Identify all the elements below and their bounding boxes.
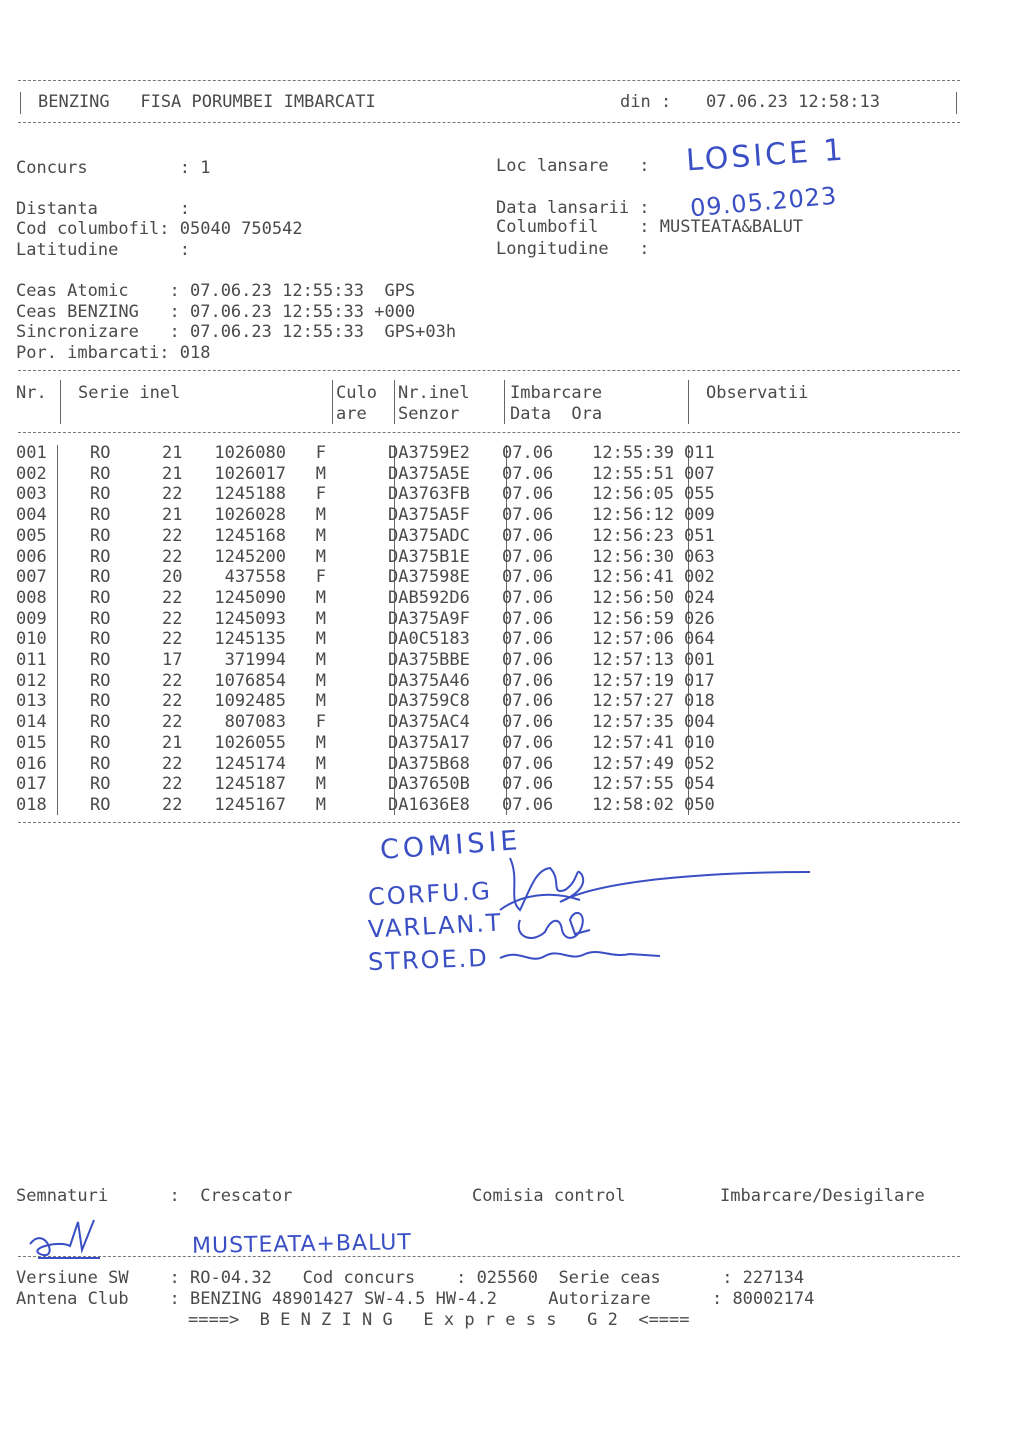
- row-country: RO: [90, 732, 111, 753]
- commission-signatures: [490, 850, 820, 980]
- row-date: 07.06: [502, 691, 554, 712]
- row-observatii: 051: [684, 525, 715, 546]
- row-observatii: 010: [684, 732, 715, 753]
- row-observatii: 009: [684, 505, 715, 526]
- col-header-culoare-2: are: [336, 404, 367, 424]
- row-senzor: DA375ADC: [388, 525, 470, 546]
- row-time: 12:56:41: [592, 567, 674, 588]
- row-senzor: DA375A46: [388, 670, 470, 691]
- comisie-handwritten: COMISIE: [379, 825, 523, 866]
- col-header-nr: Nr.: [16, 383, 47, 403]
- row-sex: M: [315, 753, 326, 774]
- row-year: 22: [162, 753, 183, 774]
- col-header-nrinel-2: Senzor: [398, 404, 460, 424]
- cod-columbofil-field: Cod columbofil: 05040 750542: [16, 219, 303, 239]
- col-sep-1: [60, 380, 61, 424]
- row-observatii: 007: [684, 463, 715, 484]
- row-culoare: [332, 567, 388, 588]
- row-senzor: DA37598E: [388, 567, 470, 588]
- pigeon-table-body: [16, 443, 744, 816]
- row-nr: 016: [16, 753, 47, 774]
- row-date: 07.06: [502, 525, 554, 546]
- row-nr: 014: [16, 712, 47, 733]
- row-culoare: [332, 691, 388, 712]
- row-sex: M: [315, 774, 326, 795]
- row-nr: 004: [16, 505, 47, 526]
- row-year: 22: [162, 587, 183, 608]
- row-year: 21: [162, 463, 183, 484]
- row-culoare: [332, 774, 388, 795]
- row-date: 07.06: [502, 732, 554, 753]
- row-sex: M: [315, 587, 326, 608]
- header-title: BENZING FISA PORUMBEI IMBARCATI: [38, 92, 376, 112]
- commission-member-2: VARLAN.T: [367, 908, 504, 944]
- row-sex: M: [315, 463, 326, 484]
- row-senzor: DA375A5E: [388, 463, 470, 484]
- row-ring-number: 1245168: [214, 525, 286, 546]
- row-date: 07.06: [502, 753, 554, 774]
- row-sex: M: [315, 546, 326, 567]
- row-ring-number: 1026055: [214, 732, 286, 753]
- table-row: [16, 671, 744, 692]
- imbarcare-desigilare-label: Imbarcare/Desigilare: [720, 1186, 925, 1206]
- header-left-bar: [20, 92, 21, 114]
- row-time: 12:56:05: [592, 484, 674, 505]
- data-lansarii-handwritten: 09.05.2023: [689, 181, 839, 223]
- row-observatii: 055: [684, 484, 715, 505]
- row-nr: 001: [16, 443, 47, 463]
- row-sex: M: [315, 629, 326, 650]
- row-date: 07.06: [502, 774, 554, 795]
- col-header-observatii: Observatii: [706, 383, 809, 403]
- row-ring-number: 1076854: [214, 670, 286, 691]
- latitudine-field: Latitudine :: [16, 240, 190, 260]
- row-time: 12:56:23: [592, 525, 674, 546]
- table-row: [16, 712, 744, 733]
- row-ring-number: 371994: [224, 650, 286, 671]
- row-senzor: DA37650B: [388, 774, 470, 795]
- row-country: RO: [90, 443, 111, 463]
- row-year: 22: [162, 691, 183, 712]
- row-sex: M: [315, 670, 326, 691]
- row-sex: F: [315, 443, 326, 463]
- row-year: 21: [162, 732, 183, 753]
- row-time: 12:55:39: [592, 443, 674, 463]
- row-senzor: DAB592D6: [388, 587, 470, 608]
- row-year: 22: [162, 774, 183, 795]
- row-nr: 010: [16, 629, 47, 650]
- row-time: 12:56:30: [592, 546, 674, 567]
- table-row: [16, 588, 744, 609]
- row-date: 07.06: [502, 587, 554, 608]
- row-culoare: [332, 712, 388, 733]
- row-ring-number: 1245093: [214, 608, 286, 629]
- crescator-handwritten: MUSTEATA+BALUT: [191, 1230, 412, 1259]
- row-culoare: [332, 795, 388, 816]
- row-senzor: DA3759C8: [388, 691, 470, 712]
- row-ring-number: 1245188: [214, 484, 286, 505]
- col-header-nrinel-1: Nr.inel: [398, 383, 470, 403]
- commission-member-1: CORFU.G: [367, 876, 493, 912]
- row-ring-number: 1092485: [214, 691, 286, 712]
- row-sex: M: [315, 525, 326, 546]
- row-year: 22: [162, 712, 183, 733]
- row-country: RO: [90, 774, 111, 795]
- row-sex: F: [315, 567, 326, 588]
- row-year: 21: [162, 443, 183, 463]
- row-observatii: 017: [684, 670, 715, 691]
- row-country: RO: [90, 629, 111, 650]
- row-date: 07.06: [502, 505, 554, 526]
- row-ring-number: 807083: [224, 712, 286, 733]
- table-row: [16, 443, 744, 464]
- row-observatii: 052: [684, 753, 715, 774]
- row-country: RO: [90, 587, 111, 608]
- row-ring-number: 1245167: [214, 794, 286, 815]
- row-culoare: [332, 629, 388, 650]
- row-year: 21: [162, 505, 183, 526]
- row-culoare: [332, 588, 388, 609]
- row-nr: 008: [16, 587, 47, 608]
- row-year: 22: [162, 670, 183, 691]
- pigeon-table: [16, 443, 744, 816]
- row-senzor: DA3763FB: [388, 484, 470, 505]
- row-culoare: [332, 609, 388, 630]
- row-observatii: 026: [684, 608, 715, 629]
- row-time: 12:57:19: [592, 670, 674, 691]
- row-date: 07.06: [502, 484, 554, 505]
- table-row: [16, 795, 744, 816]
- row-culoare: [332, 733, 388, 754]
- row-culoare: [332, 505, 388, 526]
- row-time: 12:57:06: [592, 629, 674, 650]
- row-culoare: [332, 650, 388, 671]
- row-sex: M: [315, 691, 326, 712]
- row-time: 12:57:13: [592, 650, 674, 671]
- row-observatii: 050: [684, 794, 715, 815]
- table-bottom-dashed-line: [18, 822, 960, 823]
- row-ring-number: 1245090: [214, 587, 286, 608]
- row-observatii: 001: [684, 650, 715, 671]
- row-culoare: [332, 484, 388, 505]
- row-time: 12:58:02: [592, 794, 674, 815]
- row-time: 12:57:49: [592, 753, 674, 774]
- row-nr: 005: [16, 525, 47, 546]
- row-sex: M: [315, 650, 326, 671]
- row-date: 07.06: [502, 546, 554, 567]
- table-row: [16, 774, 744, 795]
- row-senzor: DA375A17: [388, 732, 470, 753]
- row-observatii: 063: [684, 546, 715, 567]
- columbofil-field: Columbofil : MUSTEATA&BALUT: [496, 217, 804, 237]
- table-row: [16, 733, 744, 754]
- table-row: [16, 484, 744, 505]
- row-nr: 009: [16, 608, 47, 629]
- row-year: 22: [162, 794, 183, 815]
- row-culoare: [332, 443, 388, 464]
- row-sex: M: [315, 794, 326, 815]
- row-date: 07.06: [502, 629, 554, 650]
- row-observatii: 054: [684, 774, 715, 795]
- table-row: [16, 567, 744, 588]
- ceas-atomic-field: Ceas Atomic : 07.06.23 12:55:33 GPS: [16, 281, 416, 301]
- col-header-culoare-1: Culo: [336, 383, 377, 403]
- row-date: 07.06: [502, 712, 554, 733]
- row-nr: 017: [16, 774, 47, 795]
- row-year: 22: [162, 546, 183, 567]
- header-right-bar: [956, 92, 957, 114]
- row-country: RO: [90, 463, 111, 484]
- table-row: [16, 754, 744, 775]
- row-senzor: DA375A5F: [388, 505, 470, 526]
- row-senzor: DA375B68: [388, 753, 470, 774]
- row-culoare: [332, 464, 388, 485]
- row-nr: 018: [16, 794, 47, 815]
- row-sex: F: [315, 484, 326, 505]
- row-ring-number: 1245187: [214, 774, 286, 795]
- por-imbarcati-field: Por. imbarcati: 018: [16, 343, 211, 363]
- row-time: 12:57:41: [592, 732, 674, 753]
- row-year: 22: [162, 525, 183, 546]
- row-time: 12:56:50: [592, 587, 674, 608]
- row-year: 17: [162, 650, 183, 671]
- row-time: 12:57:27: [592, 691, 674, 712]
- row-culoare: [332, 547, 388, 568]
- row-time: 12:57:55: [592, 774, 674, 795]
- table-top-dashed-line: [18, 370, 960, 371]
- loc-lansare-label: Loc lansare :: [496, 156, 650, 176]
- table-row: [16, 650, 744, 671]
- sincronizare-field: Sincronizare : 07.06.23 12:55:33 GPS+03h: [16, 322, 457, 342]
- row-senzor: DA375AC4: [388, 712, 470, 733]
- row-country: RO: [90, 753, 111, 774]
- distanta-field: Distanta :: [16, 199, 190, 219]
- row-date: 07.06: [502, 650, 554, 671]
- row-nr: 006: [16, 546, 47, 567]
- row-culoare: [332, 671, 388, 692]
- table-row: [16, 547, 744, 568]
- row-culoare: [332, 526, 388, 547]
- header-din-label: din :: [620, 92, 672, 112]
- longitudine-field: Longitudine :: [496, 239, 650, 259]
- antena-line: Antena Club : BENZING 48901427 SW-4.5 HW-4.2 Autorizare : 80002174: [16, 1289, 815, 1309]
- row-nr: 011: [16, 650, 47, 671]
- row-date: 07.06: [502, 608, 554, 629]
- row-year: 20: [162, 567, 183, 588]
- row-nr: 013: [16, 691, 47, 712]
- row-senzor: DA375B1E: [388, 546, 470, 567]
- row-sex: M: [315, 732, 326, 753]
- row-time: 12:56:59: [592, 608, 674, 629]
- row-senzor: DA0C5183: [388, 629, 470, 650]
- table-header-dashed-line: [18, 432, 960, 433]
- col-header-serie: Serie inel: [78, 383, 181, 403]
- versiune-line: Versiune SW : RO-04.32 Cod concurs : 025560 Serie ceas : 227134: [16, 1268, 805, 1288]
- row-observatii: 024: [684, 587, 715, 608]
- col-sep-4: [504, 380, 505, 424]
- row-country: RO: [90, 691, 111, 712]
- row-sex: M: [315, 608, 326, 629]
- col-sep-5: [688, 380, 689, 424]
- col-sep-3: [394, 380, 395, 424]
- row-senzor: DA1636E8: [388, 794, 470, 815]
- row-date: 07.06: [502, 670, 554, 691]
- row-year: 22: [162, 629, 183, 650]
- row-nr: 012: [16, 670, 47, 691]
- row-ring-number: 1026080: [214, 443, 286, 463]
- row-country: RO: [90, 670, 111, 691]
- concurs-field: Concurs : 1: [16, 158, 211, 178]
- row-ring-number: 1245135: [214, 629, 286, 650]
- row-senzor: DA375A9F: [388, 608, 470, 629]
- semnaturi-label: Semnaturi : Crescator: [16, 1186, 293, 1206]
- row-ring-number: 1245174: [214, 753, 286, 774]
- table-row: [16, 505, 744, 526]
- row-ring-number: 1026017: [214, 463, 286, 484]
- top-dashed-line: [18, 80, 960, 81]
- row-ring-number: 1026028: [214, 505, 286, 526]
- comisia-control-label: Comisia control: [472, 1186, 626, 1206]
- table-row: [16, 526, 744, 547]
- benzing-express-line: ====> B E N Z I N G E x p r e s s G 2 <====: [188, 1310, 690, 1330]
- row-country: RO: [90, 608, 111, 629]
- row-senzor: DA375BBE: [388, 650, 470, 671]
- row-nr: 015: [16, 732, 47, 753]
- row-ring-number: 1245200: [214, 546, 286, 567]
- ceas-benzing-field: Ceas BENZING : 07.06.23 12:55:33 +000: [16, 302, 416, 322]
- row-observatii: 004: [684, 712, 715, 733]
- row-time: 12:56:12: [592, 505, 674, 526]
- row-date: 07.06: [502, 567, 554, 588]
- col-header-imbarcare-1: Imbarcare: [510, 383, 603, 403]
- row-sex: M: [315, 505, 326, 526]
- row-culoare: [332, 754, 388, 775]
- header-din-value: 07.06.23 12:58:13: [706, 92, 880, 112]
- row-senzor: DA3759E2: [388, 443, 470, 463]
- row-country: RO: [90, 546, 111, 567]
- row-country: RO: [90, 712, 111, 733]
- row-year: 22: [162, 608, 183, 629]
- row-country: RO: [90, 567, 111, 588]
- row-country: RO: [90, 484, 111, 505]
- footer-dashed-line: [18, 1256, 960, 1257]
- data-lansarii-label: Data lansarii :: [496, 198, 650, 218]
- header-bottom-dashed-line: [18, 122, 960, 123]
- row-country: RO: [90, 650, 111, 671]
- row-nr: 003: [16, 484, 47, 505]
- row-country: RO: [90, 794, 111, 815]
- row-date: 07.06: [502, 463, 554, 484]
- row-country: RO: [90, 525, 111, 546]
- table-row: [16, 464, 744, 485]
- table-row: [16, 629, 744, 650]
- loc-lansare-handwritten: LOSICE 1: [684, 132, 847, 179]
- col-header-imbarcare-2: Data Ora: [510, 404, 603, 424]
- row-nr: 007: [16, 567, 47, 588]
- row-year: 22: [162, 484, 183, 505]
- row-time: 12:55:51: [592, 463, 674, 484]
- table-row: [16, 609, 744, 630]
- row-country: RO: [90, 505, 111, 526]
- commission-member-3: STROE.D: [367, 943, 490, 977]
- row-observatii: 018: [684, 691, 715, 712]
- row-observatii: 011: [684, 443, 715, 463]
- row-ring-number: 437558: [224, 567, 286, 588]
- row-date: 07.06: [502, 794, 554, 815]
- row-date: 07.06: [502, 443, 554, 463]
- row-sex: F: [315, 712, 326, 733]
- row-time: 12:57:35: [592, 712, 674, 733]
- row-observatii: 002: [684, 567, 715, 588]
- row-observatii: 064: [684, 629, 715, 650]
- table-row: [16, 691, 744, 712]
- row-nr: 002: [16, 463, 47, 484]
- col-sep-2: [332, 380, 333, 424]
